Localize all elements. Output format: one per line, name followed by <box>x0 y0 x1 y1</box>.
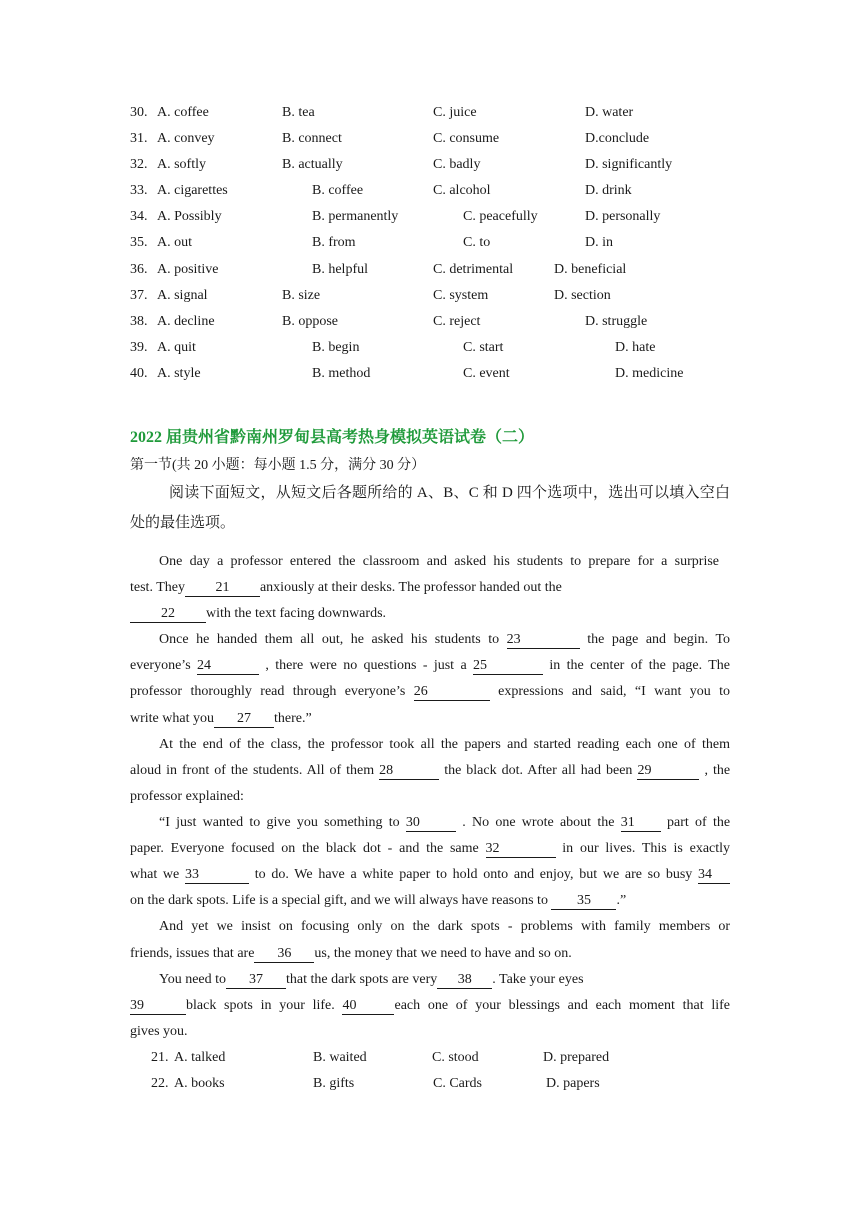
option-d: D. in <box>585 235 613 250</box>
option-d: D. medicine <box>615 366 684 381</box>
passage-line <box>130 970 759 990</box>
option-b: B. helpful <box>312 262 368 277</box>
passage-line <box>130 865 730 885</box>
option-b: B. waited <box>313 1050 367 1065</box>
passage-line <box>130 682 730 702</box>
blank-24: 24 <box>197 658 259 675</box>
passage-line <box>130 944 730 964</box>
option-d: D.conclude <box>585 131 650 146</box>
passage-text: in the center of the page. The <box>549 658 731 673</box>
option-a: A. style <box>157 366 201 381</box>
option-number: 30. <box>130 105 148 120</box>
blank-31: 31 <box>621 815 661 832</box>
passage-text: aloud in front of the students. All of them <box>130 763 375 778</box>
option-c: C. to <box>463 235 491 250</box>
passage-line: And yet we insist on focusing only on the dark spots - problems with family members or <box>159 919 730 934</box>
blank-25: 25 <box>473 658 543 675</box>
option-d: D. water <box>585 105 634 120</box>
option-c: C. juice <box>433 105 477 120</box>
option-a: A. quit <box>157 340 196 355</box>
option-number: 22. <box>151 1076 169 1091</box>
blank-36: 36 <box>254 946 314 963</box>
option-b: B. permanently <box>312 209 399 224</box>
blank-34: 34 <box>698 867 730 884</box>
passage-line <box>130 630 730 650</box>
blank-27: 27 <box>214 711 274 728</box>
option-c: C. peacefully <box>463 209 538 224</box>
passage-text: what we <box>130 867 180 882</box>
passage-text: the black dot. After all had been <box>444 763 633 778</box>
passage-text: part of the <box>667 815 731 830</box>
passage-line: One day a professor entered the classroom and asked his students to prepare for a surprise <box>159 554 719 569</box>
passage-line: gives you. <box>130 1024 188 1039</box>
option-a: A. positive <box>157 262 219 277</box>
option-number: 31. <box>130 131 148 146</box>
passage-text: there.” <box>273 711 312 726</box>
option-c: C. event <box>463 366 510 381</box>
option-b: B. connect <box>282 131 342 146</box>
blank-22: 22 <box>130 606 206 623</box>
option-b: B. tea <box>282 105 315 120</box>
blank-26: 26 <box>414 684 490 701</box>
passage-text: on the dark spots. Life is a special gift, and we will always have reasons to <box>130 893 552 908</box>
blank-33: 33 <box>185 867 249 884</box>
option-c: C. alcohol <box>433 183 491 198</box>
blank-23: 23 <box>507 632 580 649</box>
option-d: D. struggle <box>585 314 648 329</box>
option-a: A. coffee <box>157 105 209 120</box>
passage-text: to do. We have a white paper to hold onto and enjoy, but we are so busy <box>254 867 693 882</box>
option-a: A. convey <box>157 131 215 146</box>
blank-35: 35 <box>551 893 616 910</box>
passage-text: “I just wanted to give you something to <box>159 815 400 830</box>
instruction-line: 阅读下面短文，从短文后各题所给的 A、B、C 和 D 四个选项中，选出可以填入空白 <box>169 485 730 501</box>
blank-21: 21 <box>185 580 260 597</box>
option-number: 34. <box>130 209 148 224</box>
section-title: 2022 届贵州省黔南州罗甸县高考热身模拟英语试卷（二） <box>130 429 535 446</box>
passage-text: test. They <box>130 580 185 595</box>
option-number: 40. <box>130 366 148 381</box>
option-c: C. start <box>463 340 504 355</box>
passage-line: professor explained: <box>130 789 244 804</box>
option-b: B. method <box>312 366 371 381</box>
option-number: 33. <box>130 183 148 198</box>
passage-line <box>130 604 730 624</box>
passage-line: At the end of the class, the professor took all the papers and started reading each one of them <box>159 737 730 752</box>
passage-text: in our lives. This is exactly <box>562 841 731 856</box>
instruction-line: 处的最佳选项。 <box>130 515 236 531</box>
option-c: C. detrimental <box>433 262 514 277</box>
passage-text: the page and begin. To <box>587 632 731 647</box>
option-d: D. significantly <box>585 157 673 172</box>
option-b: B. size <box>282 288 321 303</box>
option-d: D. prepared <box>543 1050 610 1065</box>
option-d: D. hate <box>615 340 656 355</box>
passage-line <box>130 709 730 729</box>
option-d: D. drink <box>585 183 632 198</box>
passage-text: us, the money that we need to have and so on. <box>314 946 572 961</box>
passage-text: anxiously at their desks. The professor handed out the <box>259 580 562 595</box>
blank-32: 32 <box>486 841 556 858</box>
option-number: 39. <box>130 340 148 355</box>
passage-text: that the dark spots are very <box>286 972 438 987</box>
option-c: C. stood <box>432 1050 479 1065</box>
option-a: A. decline <box>157 314 215 329</box>
passage-text: , the <box>704 763 731 778</box>
passage-text: . No one wrote about the <box>462 815 615 830</box>
passage-line <box>130 761 730 781</box>
option-number: 35. <box>130 235 148 250</box>
option-a: A. Possibly <box>157 209 222 224</box>
passage-text: , there were no questions - just a <box>265 658 467 673</box>
option-a: A. signal <box>157 288 208 303</box>
option-a: A. books <box>174 1076 225 1091</box>
passage-text: each one of your blessings and each moment that life <box>394 998 730 1013</box>
option-b: B. begin <box>312 340 360 355</box>
option-b: B. from <box>312 235 356 250</box>
option-a: A. out <box>157 235 192 250</box>
option-c: C. Cards <box>433 1076 482 1091</box>
passage-line <box>130 813 730 833</box>
option-number: 36. <box>130 262 148 277</box>
passage-line <box>130 839 730 859</box>
passage-text: .” <box>616 893 627 908</box>
option-d: D. beneficial <box>554 262 627 277</box>
passage-text: write what you <box>130 711 214 726</box>
passage-text: with the text facing downwards. <box>206 606 387 621</box>
option-b: B. oppose <box>282 314 338 329</box>
blank-28: 28 <box>379 763 439 780</box>
blank-39: 39 <box>130 998 186 1015</box>
blank-38: 38 <box>437 972 492 989</box>
option-c: C. consume <box>433 131 500 146</box>
option-c: C. badly <box>433 157 481 172</box>
option-number: 38. <box>130 314 148 329</box>
passage-line <box>130 891 730 911</box>
passage-text: expressions and said, “I want you to <box>498 684 731 699</box>
option-b: B. actually <box>282 157 343 172</box>
passage-text: paper. Everyone focused on the black dot - and the same <box>130 841 479 856</box>
option-number: 32. <box>130 157 148 172</box>
option-d: D. section <box>554 288 611 303</box>
option-a: A. softly <box>157 157 206 172</box>
passage-text: everyone’s <box>130 658 191 673</box>
blank-37: 37 <box>226 972 286 989</box>
option-d: D. papers <box>546 1076 600 1091</box>
option-number: 21. <box>151 1050 169 1065</box>
option-a: A. cigarettes <box>157 183 228 198</box>
section-subtitle: 第一节(共 20 小题：每小题 1.5 分，满分 30 分） <box>130 458 426 473</box>
option-d: D. personally <box>585 209 661 224</box>
option-b: B. coffee <box>312 183 364 198</box>
option-number: 37. <box>130 288 148 303</box>
passage-text: professor thoroughly read through everyone’s <box>130 684 406 699</box>
passage-text: You need to <box>159 972 227 987</box>
passage-text: friends, issues that are <box>130 946 255 961</box>
passage-text: . Take your eyes <box>492 972 584 987</box>
option-b: B. gifts <box>313 1076 355 1091</box>
blank-29: 29 <box>637 763 699 780</box>
option-c: C. system <box>433 288 489 303</box>
option-a: A. talked <box>174 1050 226 1065</box>
blank-30: 30 <box>406 815 456 832</box>
passage-text: black spots in your life. <box>186 998 343 1013</box>
passage-text: Once he handed them all out, he asked his students to <box>159 632 500 647</box>
passage-line <box>130 578 730 598</box>
passage-line <box>130 996 730 1016</box>
option-c: C. reject <box>433 314 481 329</box>
passage-line <box>130 656 730 676</box>
blank-40: 40 <box>342 998 394 1015</box>
